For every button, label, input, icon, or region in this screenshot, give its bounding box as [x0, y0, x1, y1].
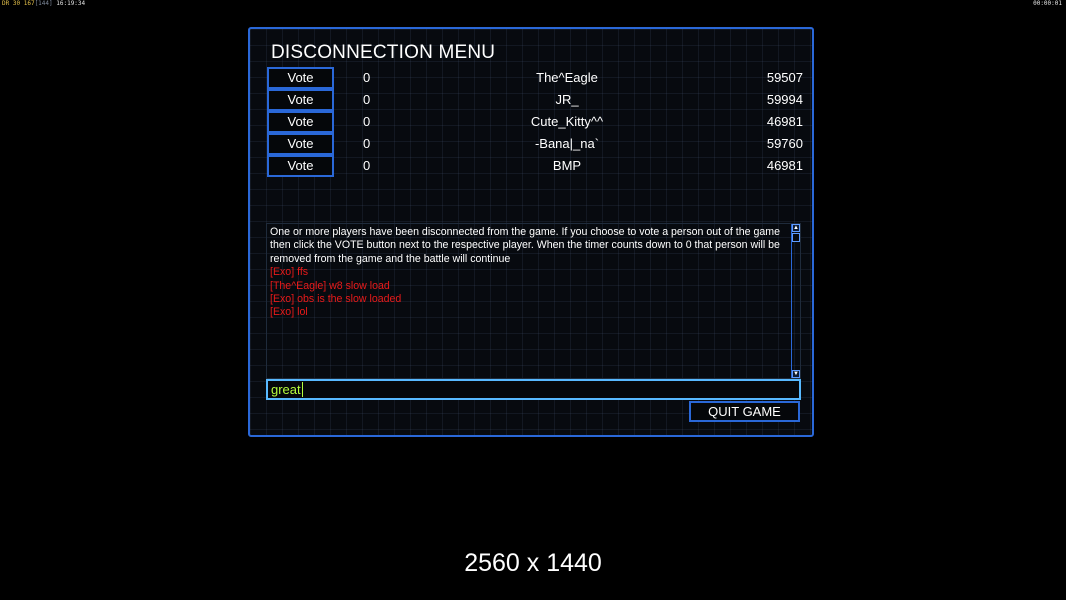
vote-button[interactable]: Vote	[267, 155, 334, 177]
hud-label-a: DR	[2, 0, 10, 7]
menu-title: DISCONNECTION MENU	[271, 42, 496, 63]
vote-count: 0	[363, 70, 371, 85]
player-row	[267, 155, 801, 177]
player-name: -Bana|_na`	[534, 136, 600, 151]
chat-log[interactable]	[266, 223, 801, 379]
vote-button[interactable]: Vote	[267, 67, 334, 89]
hud-stats	[2, 0, 85, 7]
chat-input[interactable]	[266, 379, 801, 400]
player-id: 46981	[766, 114, 803, 129]
player-row	[267, 89, 801, 111]
player-id: 59994	[766, 92, 803, 107]
chat-message: [The^Eagle] w8 slow load	[270, 279, 390, 292]
player-name: JR_	[555, 92, 579, 107]
player-row	[267, 111, 801, 133]
vote-count: 0	[363, 114, 371, 129]
scroll-up-arrow-icon[interactable]: ▲	[793, 225, 799, 231]
hud-game-timer: 00:00:01	[1033, 0, 1062, 7]
disconnection-menu-panel	[248, 27, 814, 437]
vote-button[interactable]: Vote	[267, 89, 334, 111]
system-message: One or more players have been disconnected from the game. If you choose to vote a person out of the game then click the VOTE button next to the respective player. When the timer counts down to 0 that person will be removed from the game and the battle will continue	[270, 226, 780, 265]
vote-count: 0	[363, 158, 371, 173]
player-id: 46981	[766, 158, 803, 173]
vote-count: 0	[363, 92, 371, 107]
hud-value-b: 30	[12, 0, 21, 7]
player-id: 59507	[766, 70, 803, 85]
quit-game-button[interactable]: QUIT GAME	[689, 401, 800, 422]
scroll-thumb[interactable]	[792, 233, 800, 242]
chat-message: [Exo] lol	[270, 306, 308, 319]
scroll-down-arrow-icon[interactable]: ▼	[793, 371, 799, 377]
hud-value-c: 167	[23, 0, 35, 7]
chat-input-text: great	[271, 382, 301, 397]
chat-message: [Exo] ffs	[270, 266, 309, 279]
player-name: BMP	[552, 158, 582, 173]
chat-log-text	[270, 226, 785, 320]
player-row	[267, 133, 801, 155]
chat-scrollbar[interactable]	[791, 224, 800, 378]
vote-button[interactable]: Vote	[267, 133, 334, 155]
hud-value-d: [144]	[34, 0, 53, 7]
player-name: Cute_Kitty^^	[530, 114, 604, 129]
player-id: 59760	[766, 136, 803, 151]
hud-clock: 16:19:34	[56, 0, 86, 7]
chat-message: [Exo] obs is the slow loaded	[270, 293, 402, 306]
player-name: The^Eagle	[536, 70, 598, 85]
vote-button[interactable]: Vote	[267, 111, 334, 133]
vote-count: 0	[363, 136, 371, 151]
resolution-label: 2560 x 1440	[464, 549, 602, 577]
player-row	[267, 67, 801, 89]
